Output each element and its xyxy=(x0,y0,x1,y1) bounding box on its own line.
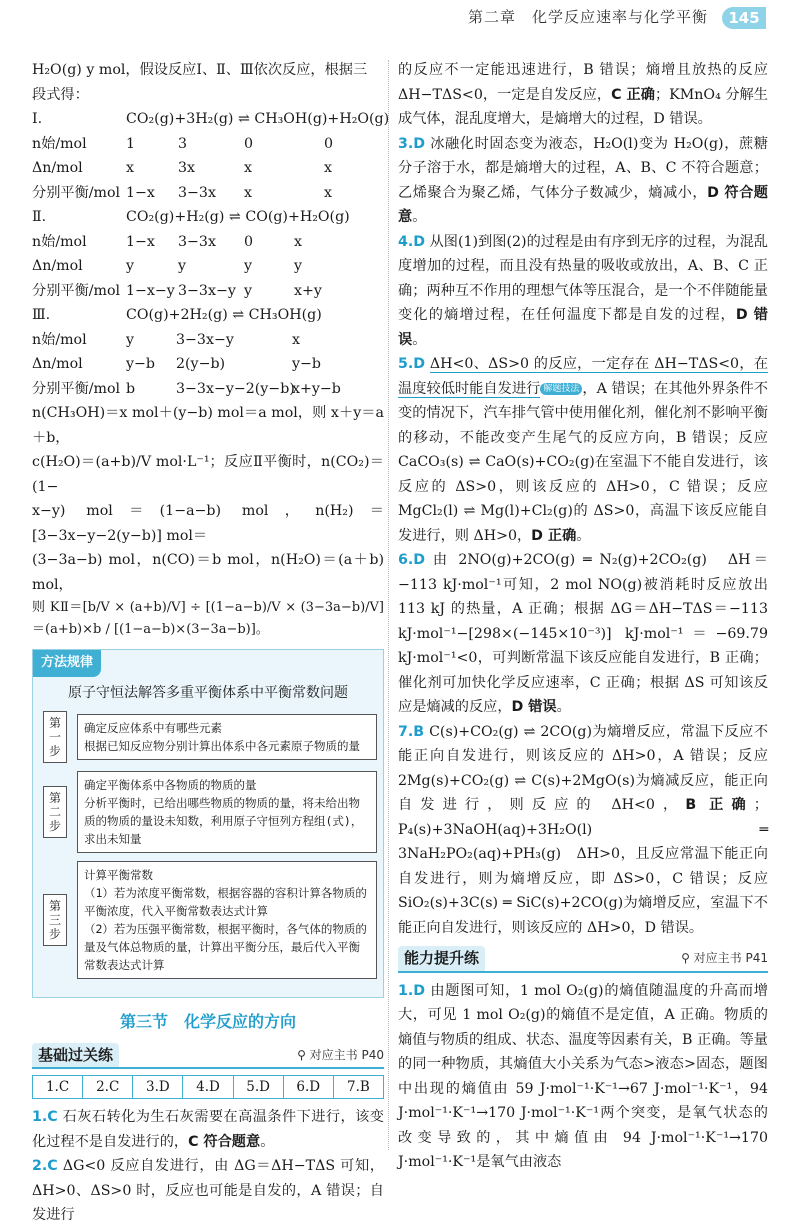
step-label: 第三步 xyxy=(43,894,67,946)
question-number: 7.B xyxy=(398,723,425,740)
question-number: 5.D xyxy=(398,356,426,372)
table-row xyxy=(32,156,384,181)
answer-explanation xyxy=(398,979,768,1175)
reaction-3-table xyxy=(32,303,384,401)
page-number: 145 xyxy=(722,7,766,29)
intro-line: 段式得： xyxy=(32,86,89,103)
method-tab: 方法规律 xyxy=(33,650,101,677)
question-number: 4.D xyxy=(398,233,426,250)
answer-explanation xyxy=(398,230,768,353)
cell: x xyxy=(244,160,253,176)
cell: 3−3x xyxy=(178,233,216,250)
cell: y xyxy=(244,258,253,274)
answer-cell: 3.D xyxy=(133,1076,183,1098)
answer-explanation xyxy=(32,1105,384,1154)
book-reference: 对应主书 P41 xyxy=(693,951,768,965)
book-reference: 对应主书 P40 xyxy=(309,1047,384,1062)
cell: 3−3x−y xyxy=(178,282,236,299)
row-label: n始/mol xyxy=(32,135,87,152)
table-row xyxy=(32,352,384,377)
answer-cell: 1.C xyxy=(33,1076,83,1098)
left-column xyxy=(32,58,390,1228)
explanation-text: 的反应不一定能迅速进行，B 错误；熵增且放热的反应 ΔH−TΔS<0，一定是自发反应， xyxy=(398,62,768,103)
key-conclusion: B 正确 xyxy=(685,797,754,813)
answer-cell: 5.D xyxy=(234,1076,284,1098)
cell: 1−x xyxy=(126,233,155,250)
calc-line: c(H₂O)＝(a+b)/V mol·L⁻¹；反应Ⅱ平衡时，n(CO₂)＝(1− xyxy=(32,454,384,495)
key-conclusion: D 正确 xyxy=(531,527,577,544)
calc-line: x−y) mol＝(1−a−b) mol，n(H₂)＝[3−3x−y−2(y−b)] mol＝ xyxy=(32,503,384,544)
cell: b xyxy=(126,380,136,397)
answer-explanation xyxy=(398,132,768,230)
cell: 0 xyxy=(324,135,334,152)
key-conclusion: C 正确 xyxy=(611,86,655,103)
step-text: 确定平衡体系中各物质的物质的量 分析平衡时，已给出哪些物质的物质的量，将未给出物质的物质的量设未知数，利用原子守恒列方程组(式)，求出未知量 xyxy=(77,771,377,853)
row-label: 分别平衡/mol xyxy=(32,282,121,299)
cell: x xyxy=(126,160,135,176)
reaction-label: Ⅰ. xyxy=(32,111,43,127)
question-number: 6.D xyxy=(398,552,426,568)
cell: x xyxy=(244,184,253,201)
cell: 3x xyxy=(178,160,196,176)
answer-explanation xyxy=(398,720,768,941)
cell: 0 xyxy=(244,135,254,152)
chapter-title: 第二章 化学反应速率与化学平衡 xyxy=(467,8,708,26)
cell: 3−3x xyxy=(178,184,216,201)
cell: 1−x−y xyxy=(126,282,175,299)
cell: y−b xyxy=(126,356,155,372)
cell: 3 xyxy=(178,135,188,152)
search-icon: ⚲ xyxy=(297,1047,310,1062)
calc-line: (3−3a−b) mol，n(CO)＝b mol，n(H₂O)＝(a＋b) mol， xyxy=(32,552,384,593)
cell: x xyxy=(324,184,333,201)
punct: 。 xyxy=(576,527,591,544)
punct: 。 xyxy=(260,1133,275,1150)
answer-cell: 2.C xyxy=(83,1076,133,1098)
k-expression: 则 KⅡ＝[b/V × (a+b)/V] ÷ [(1−a−b)/V × (3−3a−b)/V]＝(a+b)×b / [(1−a−b)×(3−3a−b)]。 xyxy=(32,600,384,637)
cell: y xyxy=(294,258,303,274)
explanation-text: ；P₄(s)+3NaOH(aq)+3H₂O(l) ═ 3NaH₂PO₂(aq)+PH₃(g) ΔH>0，且反应常温下能正向自发进行，则为熵增反应，即 ΔS>0，C 错误；反应 SiO₂(s)+3C(s) ═ SiC(s)+2CO(g)为熵增反应，室温下不能正向自发进行，则该反应的 ΔH>0，D 错误。 xyxy=(398,797,768,936)
calc-line: n(CH₃OH)＝x mol＋(y−b) mol＝a mol，则 x＋y＝a＋b， xyxy=(32,405,384,446)
ability-practice-bar xyxy=(398,946,768,973)
cell: y−b xyxy=(292,356,321,372)
section-title: 第三节 化学反应的方向 xyxy=(119,1012,296,1031)
answer-explanation xyxy=(398,548,768,720)
right-column xyxy=(398,58,768,1175)
cell: x+y xyxy=(294,282,322,299)
row-label: 分别平衡/mol xyxy=(32,380,121,397)
underlined-key-point: ΔH<0、ΔS>0 的反应，一定存在 ΔH−TΔS<0，在温度较低时能自发进行 xyxy=(398,356,769,397)
row-label: n始/mol xyxy=(32,331,87,348)
table-row xyxy=(32,328,384,353)
table-row xyxy=(32,181,384,206)
row-label: 分别平衡/mol xyxy=(32,184,121,201)
method-step xyxy=(43,711,377,763)
key-conclusion: D 错误 xyxy=(511,699,557,715)
reaction-1-table xyxy=(32,107,390,205)
cell: x+y−b xyxy=(292,380,341,397)
reaction-equation: CO₂(g)+3H₂(g) ⇌ CH₃OH(g)+H₂O(g) xyxy=(126,111,390,127)
step-text: 确定反应体系中有哪些元素 根据已知反应物分别计算出体系中各元素原子物质的量 xyxy=(77,714,377,760)
method-title: 原子守恒法解答多重平衡体系中平衡常数问题 xyxy=(68,684,348,701)
row-label: Δn/mol xyxy=(32,356,83,372)
answer-cell: 6.D xyxy=(284,1076,334,1098)
table-row xyxy=(32,132,384,157)
explanation-text: C(s)+CO₂(g) ⇌ 2CO(g)为熵增反应，常温下反应不能正向自发进行，则该反应的 ΔH>0，A 错误；反应 2Mg(s)+CO₂(g) ⇌ C(s)+2MgO(s)为熵减反应，能正向自发进行，则反应的 ΔH<0， xyxy=(398,723,769,813)
explanation-text: 由题图可知，1 mol O₂(g)的熵值随温度的升高而增大，可见 1 mol O₂(g)的熵值不是定值，A 正确。物质的熵值与物质的组成、状态、温度等因素有关，B 正确。等量的同一种物质，其熵值大小关系为气态>液态>固态，题图中出现的熵值由 59 J·mol⁻¹·K⁻¹→67 J·mol⁻¹·K⁻¹，94 J·mol⁻¹·K⁻¹→170 J·mol⁻¹·K⁻¹两个突变，是氧气状态的改变导致的，其中熵值由 94 J·mol⁻¹·K⁻¹→170 J·mol⁻¹·K⁻¹是氧气由液态 xyxy=(398,982,768,1170)
table-row xyxy=(32,230,384,255)
page-header xyxy=(0,0,800,40)
question-number: 1.C xyxy=(32,1109,58,1125)
reaction-label: Ⅲ. xyxy=(32,307,51,323)
step-text: 计算平衡常数 （1）若为浓度平衡常数，根据容器的容积计算各物质的平衡浓度，代入平衡常数表达式计算 （2）若为压强平衡常数，根据平衡时，各气体的物质的量及气体总物质的量，计算出平衡分压，最后代入平衡常数表达式计算 xyxy=(77,861,377,979)
answer-explanation xyxy=(398,352,768,548)
question-number: 3.D xyxy=(398,135,426,152)
cell: 3−3x−y xyxy=(176,331,234,348)
table-row xyxy=(32,279,384,304)
row-label: Δn/mol xyxy=(32,258,83,274)
row-label: n始/mol xyxy=(32,233,87,250)
question-number: 2.C xyxy=(32,1158,58,1174)
explanation-text: 由 2NO(g)+2CO(g) ═ N₂(g)+2CO₂(g) ΔH＝−113 kJ·mol⁻¹可知，2 mol NO(g)被消耗时反应放出 113 kJ 的热量，A 正确；根据 ΔG＝ΔH−TΔS＝−113 kJ·mol⁻¹−[298×(−145×10⁻³)] kJ·mol⁻¹＝−69.79 kJ·mol⁻¹<0，可判断常温下该反应能自发进行，B 正确；催化剂可加快化学反应速率，C 正确；根据 ΔS 可知该反应是熵减的反应， xyxy=(398,552,768,715)
cell: y xyxy=(126,331,135,348)
tip-badge: 解题技法 xyxy=(540,383,582,395)
table-row xyxy=(32,377,384,402)
cell: x xyxy=(292,331,301,348)
reaction-label: Ⅱ. xyxy=(32,209,47,225)
cell: 2(y−b) xyxy=(176,356,226,372)
reaction-equation: CO₂(g)+H₂(g) ⇌ CO(g)+H₂O(g) xyxy=(126,209,350,225)
key-conclusion: D 符合题意 xyxy=(398,184,768,225)
basic-practice-label: 基础过关练 xyxy=(32,1043,119,1068)
key-conclusion: D 错误 xyxy=(398,307,768,348)
explanation-text: ；KMnO₄ 分解生成气体，混乱度增大，是熵增大的过程，D 错误。 xyxy=(398,86,768,127)
explanation-text: 石灰石转化为生石灰需要在高温条件下进行，该变化过程不是自发进行的， xyxy=(32,1109,384,1150)
answer-cell: 4.D xyxy=(183,1076,233,1098)
method-box xyxy=(32,649,384,998)
basic-practice-bar xyxy=(32,1043,384,1070)
explanation-text: ，A 错误；在其他外界条件不变的情况下，汽车排气管中使用催化剂，催化剂不影响平衡的移动，不能改变产生尾气的反应方向，B 错误；反应 CaCO₃(s) ⇌ CaO(s)+CO₂(g)在室温下不能自发进行，该反应的 ΔS>0，则该反应的 ΔH>0，C 错误；反应 MgCl₂(l) ⇌ Mg(l)+Cl₂(g)的 ΔS>0，高温下该反应能自发进行，则 ΔH>0， xyxy=(398,380,768,544)
intro-line: H₂O(g) y mol，假设反应Ⅰ、Ⅱ、Ⅲ依次反应，根据三 xyxy=(32,62,368,78)
cell: x xyxy=(324,160,333,176)
step-label: 第二步 xyxy=(43,786,67,838)
answer-explanation xyxy=(32,1154,384,1228)
search-icon: ⚲ xyxy=(681,951,694,965)
answer-explanation xyxy=(398,58,768,132)
cell: 1 xyxy=(126,135,136,152)
column-divider xyxy=(388,60,389,1150)
key-conclusion: C 符合题意 xyxy=(188,1133,261,1150)
punct: 。 xyxy=(412,209,427,225)
cell: 0 xyxy=(244,233,254,250)
explanation-text: 冰融化时固态变为液态，H₂O(l)变为 H₂O(g)，蔗糖分子溶于水，都是熵增大的过程，A、B、C 不符合题意；乙烯聚合为聚乙烯，气体分子数减少，熵减小， xyxy=(398,135,769,201)
punct: 。 xyxy=(412,331,427,348)
answer-cell: 7.B xyxy=(347,1079,370,1095)
row-label: Δn/mol xyxy=(32,160,83,176)
reaction-equation: CO(g)+2H₂(g) ⇌ CH₃OH(g) xyxy=(126,307,322,323)
explanation-text: ΔG<0 反应自发进行，由 ΔG＝ΔH−TΔS 可知，ΔH>0、ΔS>0 时，反应也可能是自发的，A 错误；自发进行 xyxy=(32,1158,384,1223)
method-step xyxy=(43,861,377,979)
punct: 。 xyxy=(556,699,571,715)
question-number: 1.D xyxy=(398,982,426,999)
ability-practice-label: 能力提升练 xyxy=(398,946,485,971)
step-label: 第一步 xyxy=(43,711,67,763)
cell: x xyxy=(294,233,303,250)
cell: y xyxy=(126,258,135,274)
cell: y xyxy=(244,282,253,299)
method-step xyxy=(43,771,377,853)
explanation-text: 从图(1)到图(2)的过程是由有序到无序的过程，为混乱度增加的过程，而且没有热量的吸收或放出，A、B、C 正确；两种互不作用的理想气体等压混合，是一个不伴随能量变化的熵增过程，在任何温度下都是自发的过程， xyxy=(398,233,768,323)
reaction-2-table xyxy=(32,205,384,303)
cell: y xyxy=(178,258,187,274)
cell: 1−x xyxy=(126,184,155,201)
answer-table xyxy=(32,1075,384,1099)
table-row xyxy=(32,254,384,279)
cell: 3−3x−y−2(y−b) xyxy=(176,380,295,397)
